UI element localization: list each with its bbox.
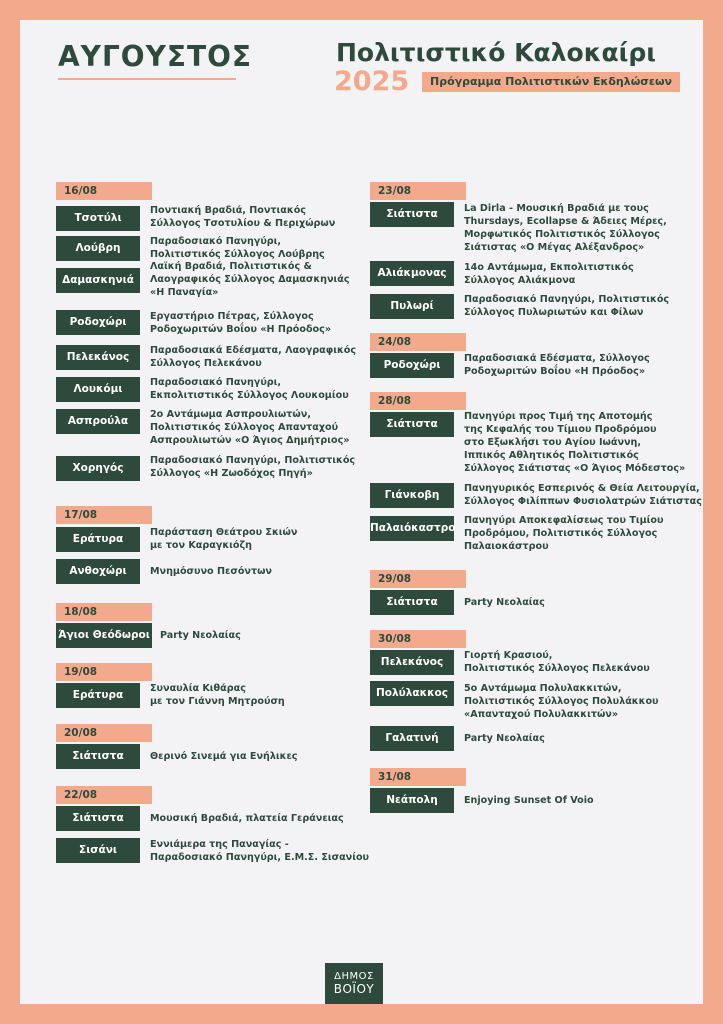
program-page [20,20,703,1004]
location-label: Άγιοι Θεόδωροι [56,623,152,648]
event-description: Γιορτή Κρασιού, Πολιτιστικός Σύλλογος Πελεκάνου [464,650,650,674]
event-description: Εργαστήριο Πέτρας, Σύλλογος Ροδοχωριτών Βοΐου «Η Πρόοδος» [150,311,332,335]
location-label: Γιάνκοβη [370,483,454,508]
date-label: 31/08 [370,768,466,786]
event-description: 2ο Αντάμωμα Ασπρουλιωτών, Πολιτιστικός Σύλλογος Απανταχού Ασπρουλιωτών «Ο Άγιος Δημήτριος» [150,409,350,446]
date-label: 22/08 [56,786,152,804]
date-label: 20/08 [56,724,152,742]
location-label: Εράτυρα [56,683,140,708]
logo-line-2: ΒΟΪΟΥ [333,982,375,996]
logo-line-1: ΔΗΜΟΣ [334,971,374,982]
location-label: Παλαιόκαστρο [370,516,454,541]
date-label: 23/08 [370,182,466,200]
location-label: Πελεκάνος [370,650,454,675]
program-title: Πολιτιστικό Καλοκαίρι [336,38,657,67]
event-description: La Dirla - Μουσική Βραδιά με τους Thursdays, Ecollapse & Άδειες Μέρες, Μορφωτικός Πολιτιστικός Σύλλογος Σιάτιστας «Ο Μέγας Αλέξανδρος» [464,203,667,253]
location-label: Γαλατινή [370,726,454,751]
location-label: Ανθοχώρι [56,559,140,584]
date-label: 28/08 [370,392,466,410]
event-description: Παραδοσιακό Πανηγύρι, Πολιτιστικός Σύλλογος Πυλωριωτών και Φίλων [464,294,670,318]
date-label: 18/08 [56,603,152,621]
date-label: 30/08 [370,630,466,648]
event-description: Party Νεολαίας [464,597,545,608]
event-description: 14ο Αντάμωμα, Εκπολιτιστικός Σύλλογος Αλιάκμονα [464,262,634,286]
event-description: Μνημόσυνο Πεσόντων [150,566,272,577]
location-label: Χορηγός [56,456,140,481]
event-description: Enjoying Sunset Of Voio [464,795,594,806]
event-description: Παραδοσιακά Εδέσματα, Σύλλογος Ροδοχωριτών Βοΐου «Η Πρόοδος» [464,353,650,377]
date-label: 16/08 [56,182,152,200]
date-label: 24/08 [370,333,466,351]
location-label: Δαμασκηνιά [56,268,140,293]
location-label: Νεάπολη [370,788,454,813]
event-description: Party Νεολαίας [160,630,241,641]
event-description: 5ο Αντάμωμα Πολυλακκιτών, Πολιτιστικός Σύλλογος Πολυλάκκου «Απανταχού Πολυλακκιτών» [464,683,659,720]
event-description: Πανηγύρι προς Τιμή της Αποτομής της Κεφαλής του Τίμιου Προδρόμου στο Εξωκλήσι του Αγίου Ιωάννη, Ιππικός Αθλητικός Πολιτιστικός Σύλλογος Σιάτιστας «Ο Άγιος Μόδεστος» [464,411,686,474]
event-description: Party Νεολαίας [464,733,545,744]
municipality-logo [325,963,383,1004]
month-title: ΑΥΓΟΥΣΤΟΣ [58,40,253,73]
location-label: Λούβρη [56,236,140,261]
location-label: Σισάνι [56,838,140,863]
location-label: Πυλωρί [370,294,454,319]
event-description: Πανηγυρικός Εσπερινός & Θεία Λειτουργία, Σύλλογος Φιλίππων Φυσιολατρών Σιάτιστας [464,483,702,507]
month-underline [58,78,236,80]
event-description: Ποντιακή Βραδιά, Ποντιακός Σύλλογος Τσοτυλίου & Περιχώρων [150,205,336,229]
date-label: 19/08 [56,663,152,681]
event-description: Πανηγύρι Αποκεφαλίσεως του Τιμίου Προδρόμου, Πολιτιστικός Σύλλογος Παλαιοκάστρου [464,515,664,552]
location-label: Σιάτιστα [370,202,454,227]
event-description: Θερινό Σινεμά για Ενήλικες [150,751,298,762]
date-label: 29/08 [370,570,466,588]
program-subtitle: Πρόγραμμα Πολιτιστικών Εκδηλώσεων [422,72,680,92]
location-label: Αλιάκμονας [370,261,454,286]
event-description: Παραδοσιακό Πανηγύρι, Πολιτιστικός Σύλλογος «Η Ζωοδόχος Πηγή» [150,455,356,479]
location-label: Ροδοχώρι [56,310,140,335]
location-label: Τσοτύλι [56,206,140,231]
location-label: Σιάτιστα [370,412,454,437]
location-label: Ροδοχώρι [370,353,454,378]
location-label: Σιάτιστα [56,744,140,769]
date-label: 17/08 [56,506,152,524]
event-description: Παραδοσιακό Πανηγύρι, Πολιτιστικός Σύλλογος Λούβρης [150,236,325,260]
event-description: Παραδοσιακά Εδέσματα, Λαογραφικός Σύλλογος Πελεκάνου [150,345,357,369]
event-description: Εννιάμερα της Παναγίας - Παραδοσιακό Πανηγύρι, Ε.Μ.Σ. Σισανίου [150,839,370,863]
location-label: Λουκόμι [56,377,140,402]
location-label: Πελεκάνος [56,345,140,370]
event-description: Παραδοσιακό Πανηγύρι, Εκπολιτιστικός Σύλλογος Λουκομίου [150,377,349,401]
event-description: Συναυλία Κιθάρας με τον Γιάννη Μητρούση [150,683,285,707]
location-label: Σιάτιστα [370,590,454,615]
location-label: Ασπρούλα [56,409,140,434]
event-description: Μουσική Βραδιά, πλατεία Γεράνειας [150,813,344,824]
event-description: Λαϊκή Βραδιά, Πολιτιστικός & Λαογραφικός Σύλλογος Δαμασκηνιάς «Η Παναγία» [150,261,350,298]
program-year: 2025 [334,66,410,97]
location-label: Πολύλακκος [370,681,454,706]
event-description: Παράσταση Θεάτρου Σκιών με τον Καραγκιόζη [150,527,298,551]
location-label: Εράτυρα [56,527,140,552]
location-label: Σιάτιστα [56,806,140,831]
